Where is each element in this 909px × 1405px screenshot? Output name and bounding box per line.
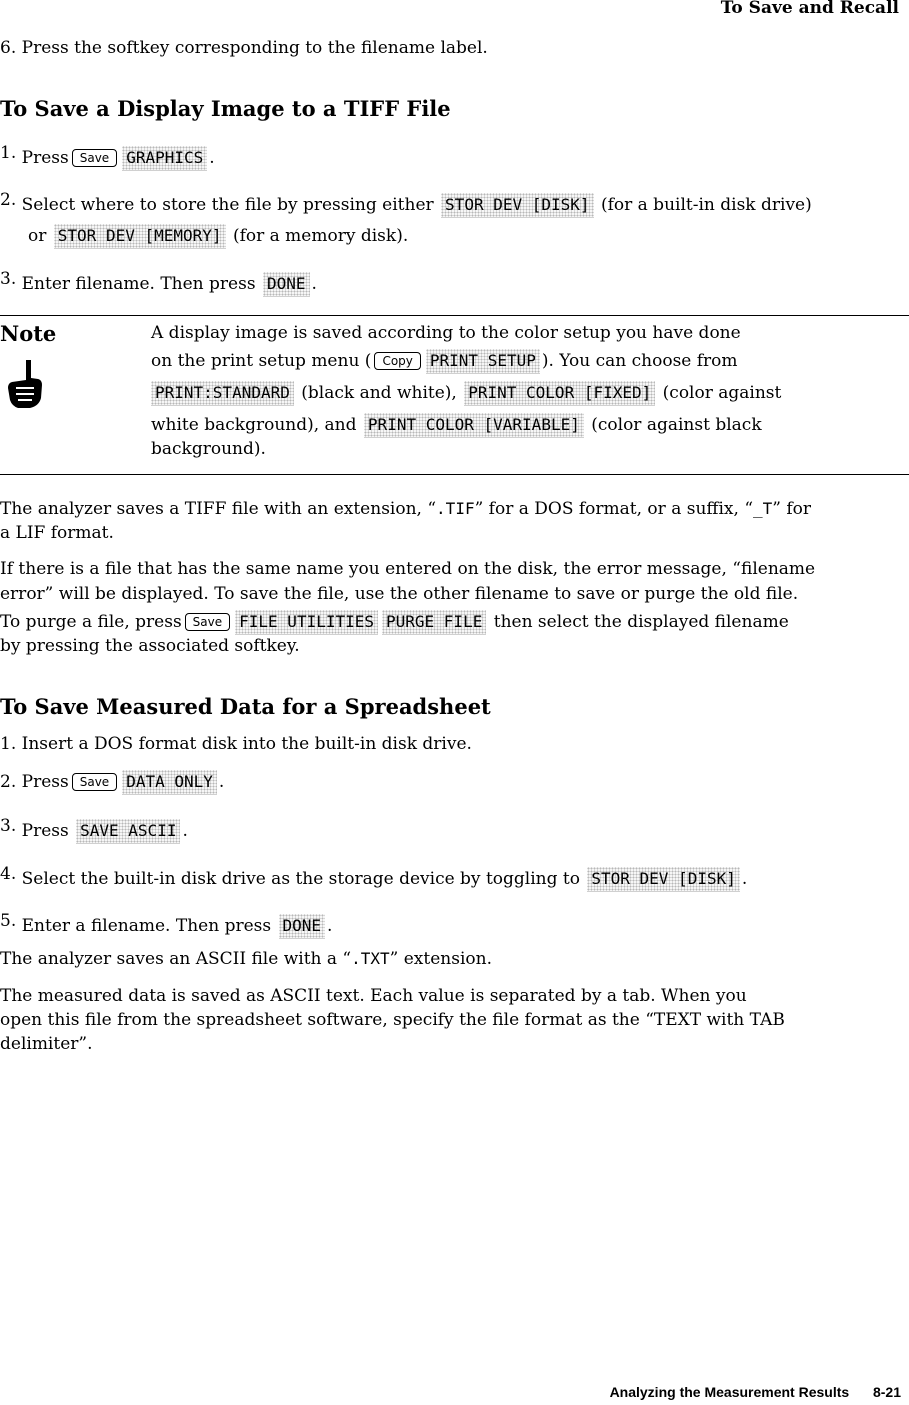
print-color-variable-softkey[interactable]: PRINT COLOR [VARIABLE] bbox=[364, 413, 584, 438]
note-line-1: A display image is saved according to the color setup you have done bbox=[151, 323, 741, 343]
data-only-softkey[interactable]: DATA ONLY bbox=[122, 770, 217, 795]
duplicate-file-line-1: If there is a file that has the same name you entered on the disk, the error message, “filename bbox=[0, 559, 816, 579]
step-number: 3. bbox=[0, 816, 17, 836]
spreadsheet-step-1: 1. Insert a DOS format disk into the built-in disk drive. bbox=[0, 734, 472, 754]
tiff-step-1: 1. Press Save GRAPHICS . bbox=[0, 143, 215, 171]
note-line-2: on the print setup menu ( Copy PRINT SETUP ). You can choose from bbox=[151, 349, 738, 374]
section-title-spreadsheet: To Save Measured Data for a Spreadsheet bbox=[0, 694, 491, 719]
pointing-hand-icon bbox=[4, 358, 44, 410]
step-text: Press bbox=[21, 148, 69, 168]
step-number: 1. bbox=[0, 143, 17, 163]
tiff-step-3: 3. Enter filename. Then press DONE . bbox=[0, 269, 317, 297]
note-label: Note bbox=[0, 321, 57, 346]
step-number: 2. bbox=[0, 772, 17, 792]
step-text: Press the softkey corresponding to the filename label. bbox=[21, 38, 488, 58]
step-number: 1. bbox=[0, 734, 17, 754]
stor-dev-disk-softkey[interactable]: STOR DEV [DISK] bbox=[587, 867, 740, 892]
spreadsheet-step-4: 4. Select the built-in disk drive as the storage device by toggling to STOR DEV [DISK] . bbox=[0, 864, 747, 892]
step-number: 5. bbox=[0, 911, 17, 931]
step-number: 3. bbox=[0, 269, 17, 289]
ascii-text-line-2: open this file from the spreadsheet software, specify the file format as the “TEXT with TAB bbox=[0, 1010, 785, 1030]
ascii-text-line-3: delimiter”. bbox=[0, 1034, 93, 1054]
save-ascii-softkey[interactable]: SAVE ASCII bbox=[76, 819, 180, 844]
print-color-fixed-softkey[interactable]: PRINT COLOR [FIXED] bbox=[464, 381, 655, 406]
save-hardkey[interactable]: Save bbox=[72, 773, 117, 791]
print-standard-softkey[interactable]: PRINT:STANDARD bbox=[151, 381, 294, 406]
done-softkey[interactable]: DONE bbox=[263, 272, 310, 297]
note-line-4: white background), and PRINT COLOR [VARIABLE] (color against black bbox=[151, 413, 762, 438]
ascii-extension-paragraph: The analyzer saves an ASCII file with a “.TXT” extension. bbox=[0, 949, 492, 969]
tiff-step-2-line-2: or STOR DEV [MEMORY] (for a memory disk). bbox=[28, 224, 408, 249]
note-line-3: PRINT:STANDARD (black and white), PRINT COLOR [FIXED] (color against bbox=[151, 381, 781, 406]
purge-file-softkey[interactable]: PURGE FILE bbox=[382, 610, 486, 635]
note-bottom-rule bbox=[0, 474, 909, 475]
step-number: 6. bbox=[0, 38, 17, 58]
running-header: To Save and Recall bbox=[720, 0, 899, 18]
stor-dev-memory-softkey[interactable]: STOR DEV [MEMORY] bbox=[54, 224, 226, 249]
tiff-extension-paragraph-line-1: The analyzer saves a TIFF file with an extension, “.TIF” for a DOS format, or a suffix, “_T” for bbox=[0, 499, 812, 519]
save-hardkey[interactable]: Save bbox=[185, 613, 230, 631]
spreadsheet-step-3: 3. Press SAVE ASCII . bbox=[0, 816, 188, 844]
section-title-tiff: To Save a Display Image to a TIFF File bbox=[0, 96, 451, 121]
step-6 bbox=[0, 38, 488, 58]
footer-section: Analyzing the Measurement Results bbox=[609, 1384, 850, 1400]
note-line-5: background). bbox=[151, 439, 266, 459]
page-number: 8-21 bbox=[872, 1384, 901, 1400]
file-utilities-softkey[interactable]: FILE UTILITIES bbox=[235, 610, 378, 635]
purge-file-line-2: by pressing the associated softkey. bbox=[0, 636, 300, 656]
copy-hardkey[interactable]: Copy bbox=[374, 352, 420, 370]
graphics-softkey[interactable]: GRAPHICS bbox=[122, 146, 207, 171]
done-softkey[interactable]: DONE bbox=[279, 914, 326, 939]
tiff-step-2: 2. Select where to store the file by pressing either STOR DEV [DISK] (for a built-in disk drive) bbox=[0, 190, 812, 218]
step-number: 4. bbox=[0, 864, 17, 884]
print-setup-softkey[interactable]: PRINT SETUP bbox=[426, 349, 540, 374]
purge-file-line: To purge a file, press Save FILE UTILITIES PURGE FILE then select the displayed filename bbox=[0, 610, 789, 635]
step-number: 2. bbox=[0, 190, 17, 210]
tiff-extension-paragraph-line-2: a LIF format. bbox=[0, 523, 114, 543]
stor-dev-disk-softkey[interactable]: STOR DEV [DISK] bbox=[441, 193, 594, 218]
page-footer bbox=[610, 1384, 901, 1400]
duplicate-file-line-2: error” will be displayed. To save the file, use the other filename to save or purge the old file. bbox=[0, 584, 799, 604]
spreadsheet-step-5: 5. Enter a filename. Then press DONE . bbox=[0, 911, 332, 939]
save-hardkey[interactable]: Save bbox=[72, 149, 117, 167]
ascii-text-line-1: The measured data is saved as ASCII text. Each value is separated by a tab. When you bbox=[0, 986, 747, 1006]
note-top-rule bbox=[0, 315, 909, 316]
spreadsheet-step-2: 2. Press Save DATA ONLY . bbox=[0, 770, 224, 795]
